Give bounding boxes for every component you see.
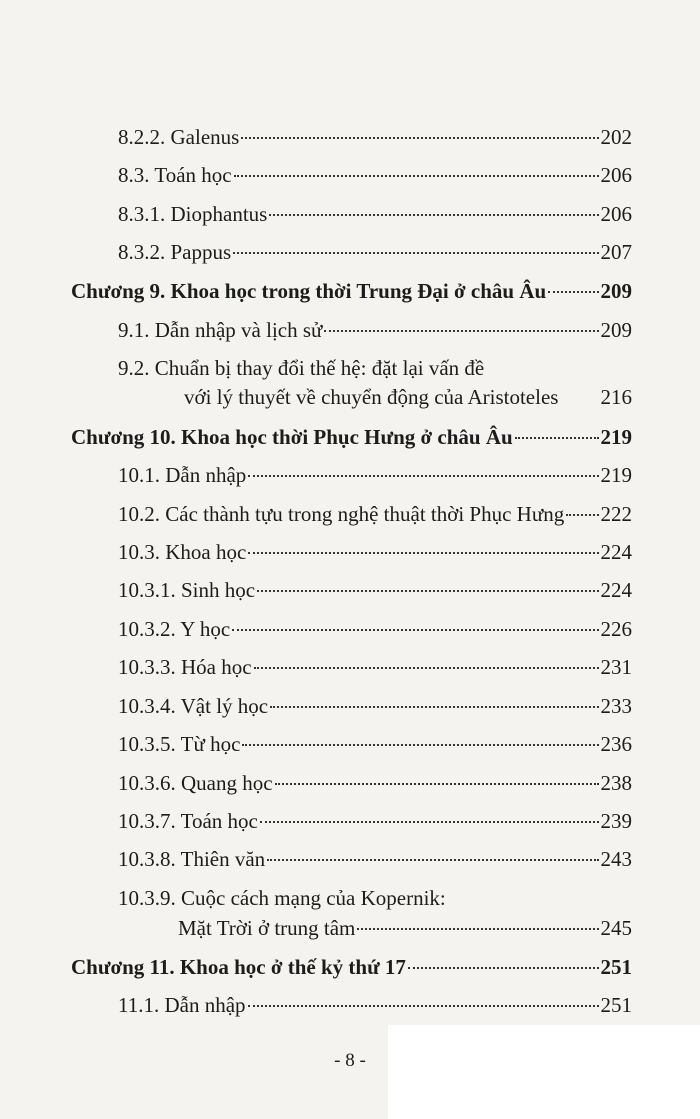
dot-leader — [408, 967, 599, 969]
toc-entry-page: 206 — [600, 202, 632, 226]
toc-entry-page: 233 — [600, 694, 632, 718]
toc-entry-10-3-7 — [118, 808, 632, 834]
toc-entry-page: 238 — [600, 771, 632, 795]
dot-leader — [254, 667, 599, 669]
toc-entry-page: 206 — [600, 163, 632, 187]
toc-entry-8-3-1 — [118, 201, 632, 227]
toc-entry-title: 10.2. Các thành tựu trong nghệ thuật thời Phục Hưng — [118, 502, 565, 526]
toc-entry-9-1 — [118, 317, 632, 343]
dot-leader — [566, 514, 598, 516]
dot-leader — [267, 859, 598, 861]
toc-entry-title: 10.3.2. Y học — [118, 617, 231, 641]
toc-entry-page: 251 — [600, 993, 632, 1017]
toc-entry-page: 222 — [600, 502, 632, 526]
toc-entry-title: 9.1. Dẫn nhập và lịch sử — [118, 318, 323, 342]
dot-leader — [242, 744, 598, 746]
dot-leader — [248, 552, 598, 554]
toc-entry-title: 10.3.6. Quang học — [118, 771, 273, 795]
toc-entry-8-2-2 — [118, 124, 632, 150]
dot-leader — [548, 291, 598, 293]
toc-chapter-11 — [71, 954, 632, 980]
toc-entry-10-2 — [118, 501, 632, 527]
toc-chapter-title: Chương 9. Khoa học trong thời Trung Đại ở châu Âu — [71, 279, 547, 303]
dot-leader — [260, 821, 599, 823]
toc-chapter-title: Chương 11. Khoa học ở thế kỷ thứ 17 — [71, 955, 406, 979]
toc-entry-page: 231 — [600, 655, 632, 679]
dot-leader — [357, 928, 598, 930]
toc-entry-title: 8.2.2. Galenus — [118, 125, 240, 149]
dot-leader — [248, 475, 598, 477]
toc-chapter-page: 251 — [600, 955, 632, 979]
dot-leader — [234, 175, 599, 177]
toc-entry-page: 243 — [600, 847, 632, 871]
toc-entry-title: Mặt Trời ở trung tâm — [178, 916, 356, 940]
toc-entry-title: 10.3.8. Thiên văn — [118, 847, 266, 871]
toc-entry-page: 239 — [600, 809, 632, 833]
toc-entry-title: 10.3.1. Sinh học — [118, 578, 256, 602]
dot-leader — [257, 590, 598, 592]
toc-entry-9-2-line1: 9.2. Chuẩn bị thay đổi thế hệ: đặt lại vấn đề — [118, 356, 485, 380]
toc-entry-title: 10.3.5. Từ học — [118, 732, 241, 756]
toc-entry-page: 219 — [600, 463, 632, 487]
toc-entry-10-3-4 — [118, 693, 632, 719]
toc-entry-title: 8.3.2. Pappus — [118, 240, 232, 264]
page-number: - 8 - — [334, 1050, 366, 1071]
dot-leader — [233, 252, 598, 254]
toc-entry-8-3 — [118, 162, 632, 188]
toc-entry-page: 202 — [600, 125, 632, 149]
blank-corner — [388, 1025, 700, 1119]
toc-entry-8-3-2 — [118, 239, 632, 265]
dot-leader — [269, 214, 598, 216]
dot-leader — [241, 137, 598, 139]
dot-leader — [232, 629, 598, 631]
toc-entry-9-2 — [184, 384, 632, 410]
toc-entry-title: với lý thuyết về chuyển động của Aristoteles — [184, 385, 559, 409]
toc-entry-title: 10.3. Khoa học — [118, 540, 247, 564]
toc-entry-10-3-9 — [178, 915, 632, 941]
toc-entry-10-3-9-line1: 10.3.9. Cuộc cách mạng của Kopernik: — [118, 886, 446, 910]
dot-leader — [248, 1005, 599, 1007]
toc-entry-title: 10.3.7. Toán học — [118, 809, 258, 833]
toc-entry-title: 8.3. Toán học — [118, 163, 232, 187]
toc-entry-11-1 — [118, 992, 632, 1018]
toc-entry-page: 236 — [600, 732, 632, 756]
toc-entry-10-3 — [118, 539, 632, 565]
toc-entry-10-3-6 — [118, 770, 632, 796]
toc-entry-10-3-3 — [118, 654, 632, 680]
toc-chapter-10 — [71, 424, 632, 450]
toc-entry-title: 8.3.1. Diophantus — [118, 202, 268, 226]
toc-entry-10-1 — [118, 462, 632, 488]
toc-entry-title: 10.3.3. Hóa học — [118, 655, 252, 679]
toc-entry-page: 224 — [600, 578, 632, 602]
toc-entry-page: 216 — [600, 385, 632, 409]
dot-leader — [275, 783, 599, 785]
toc-entry-title: 11.1. Dẫn nhập — [118, 993, 246, 1017]
toc-entry-page: 207 — [600, 240, 632, 264]
toc-entry-10-3-1 — [118, 577, 632, 603]
dot-leader — [324, 330, 598, 332]
toc-entry-page: 224 — [600, 540, 632, 564]
toc-chapter-page: 219 — [600, 425, 632, 449]
toc-chapter-page: 209 — [600, 279, 632, 303]
toc-entry-10-3-8 — [118, 846, 632, 872]
toc-entry-title: 10.3.4. Vật lý học — [118, 694, 269, 718]
dot-leader — [270, 706, 598, 708]
toc-entry-title: 10.1. Dẫn nhập — [118, 463, 247, 487]
toc-chapter-9 — [71, 278, 632, 304]
toc-entry-page: 245 — [600, 916, 632, 940]
dot-leader — [515, 437, 599, 439]
toc-chapter-title: Chương 10. Khoa học thời Phục Hưng ở châu Âu — [71, 425, 513, 449]
toc-entry-page: 226 — [600, 617, 632, 641]
toc-entry-10-3-2 — [118, 616, 632, 642]
toc-entry-10-3-5 — [118, 731, 632, 757]
toc-entry-page: 209 — [600, 318, 632, 342]
